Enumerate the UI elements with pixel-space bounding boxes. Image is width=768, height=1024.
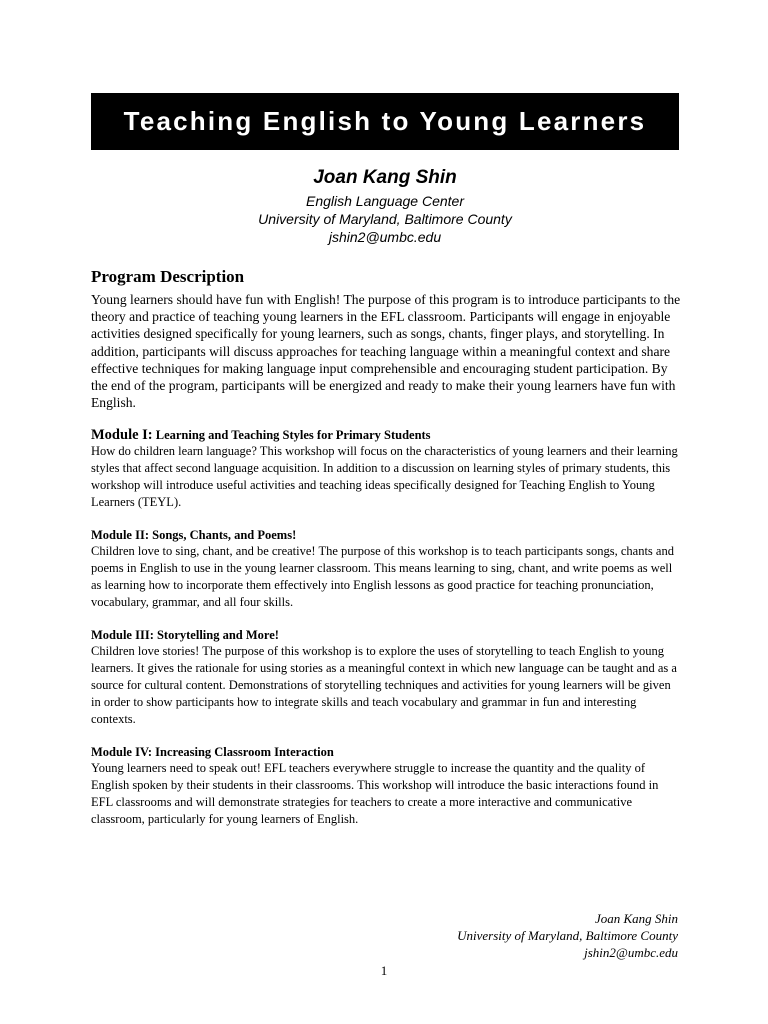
program-heading: Program Description <box>91 267 245 286</box>
module-2 <box>91 527 681 611</box>
module-1-label: Module I: <box>91 427 153 444</box>
page-number: 1 <box>380 963 388 978</box>
main-content <box>91 266 681 828</box>
signature-email: jshin2@umbc.edu <box>584 945 678 960</box>
module-4-heading: Module IV: Increasing Classroom Interaction <box>91 745 334 760</box>
program-description <box>91 266 681 411</box>
module-1-heading <box>91 427 681 443</box>
module-4-body: Young learners need to speak out! EFL teachers everywhere struggle to increase the quantity and the quality of English spoken by their students in their classrooms. This workshop will introduce the basic interactions found in EFL classrooms and will demonstrate strategies for teachers to create a more interactive and communicative classroom, particularly for young learners of English. <box>91 761 659 827</box>
module-3-heading: Module III: Storytelling and More! <box>91 628 279 643</box>
module-1-body: How do children learn language? This workshop will focus on the characteristics of young learners and their learning styles that affect second language acquisition. In addition to a discussion on learning styles of primary students, this workshop will introduce useful activities and teaching ideas specifically designed for Teaching English to Young Learners (TEYL). <box>91 444 678 510</box>
module-2-body: Children love to sing, chant, and be creative! The purpose of this workshop is to teach participants songs, chants and poems in English to use in the young learner classroom. This means learning to sing, chant, and write poems as well as learning how to incorporate them effectively into English lessons as good practice for teaching pronunciation, vocabulary, grammar, and all four skills. <box>91 544 674 610</box>
program-body: Young learners should have fun with English! The purpose of this program is to introduce participants to the theory and practice of teaching young learners in the EFL classroom. Participants will engage in enjoyable activities designed specifically for young learners, such as songs, chants, finger plays, and storytelling. In addition, participants will discuss approaches for teaching language within a meaningful context and share effective techniques for making language input comprehensible and encouraging student participation. By the end of the program, participants will be energized and ready to make their young learners have fun with English. <box>91 292 681 411</box>
module-1 <box>91 427 681 511</box>
author-university: University of Maryland, Baltimore County <box>258 211 512 227</box>
author-department: English Language Center <box>305 193 464 209</box>
signature-block <box>457 910 678 961</box>
module-4 <box>91 744 681 828</box>
module-3-body: Children love stories! The purpose of this workshop is to explore the uses of storytelling to teach English to young learners. It gives the rationale for using stories as a meaningful context in which new language can be taught and as a source for cultural content. Demonstrations of storytelling techniques and activities for young learners will be given in order to show participants how to integrate skills and teach vocabulary and grammar in fun and interesting contexts. <box>91 644 677 727</box>
author-block <box>91 166 679 246</box>
module-2-heading: Module II: Songs, Chants, and Poems! <box>91 528 297 543</box>
document-title: Teaching English to Young Learners <box>123 106 647 136</box>
author-name: Joan Kang Shin <box>313 167 457 188</box>
signature-university: University of Maryland, Baltimore County <box>457 928 678 943</box>
module-1-title: Learning and Teaching Styles for Primary Students <box>155 428 431 443</box>
module-3 <box>91 627 681 728</box>
title-banner <box>91 93 679 150</box>
author-email: jshin2@umbc.edu <box>328 229 442 245</box>
signature-name: Joan Kang Shin <box>594 911 678 926</box>
